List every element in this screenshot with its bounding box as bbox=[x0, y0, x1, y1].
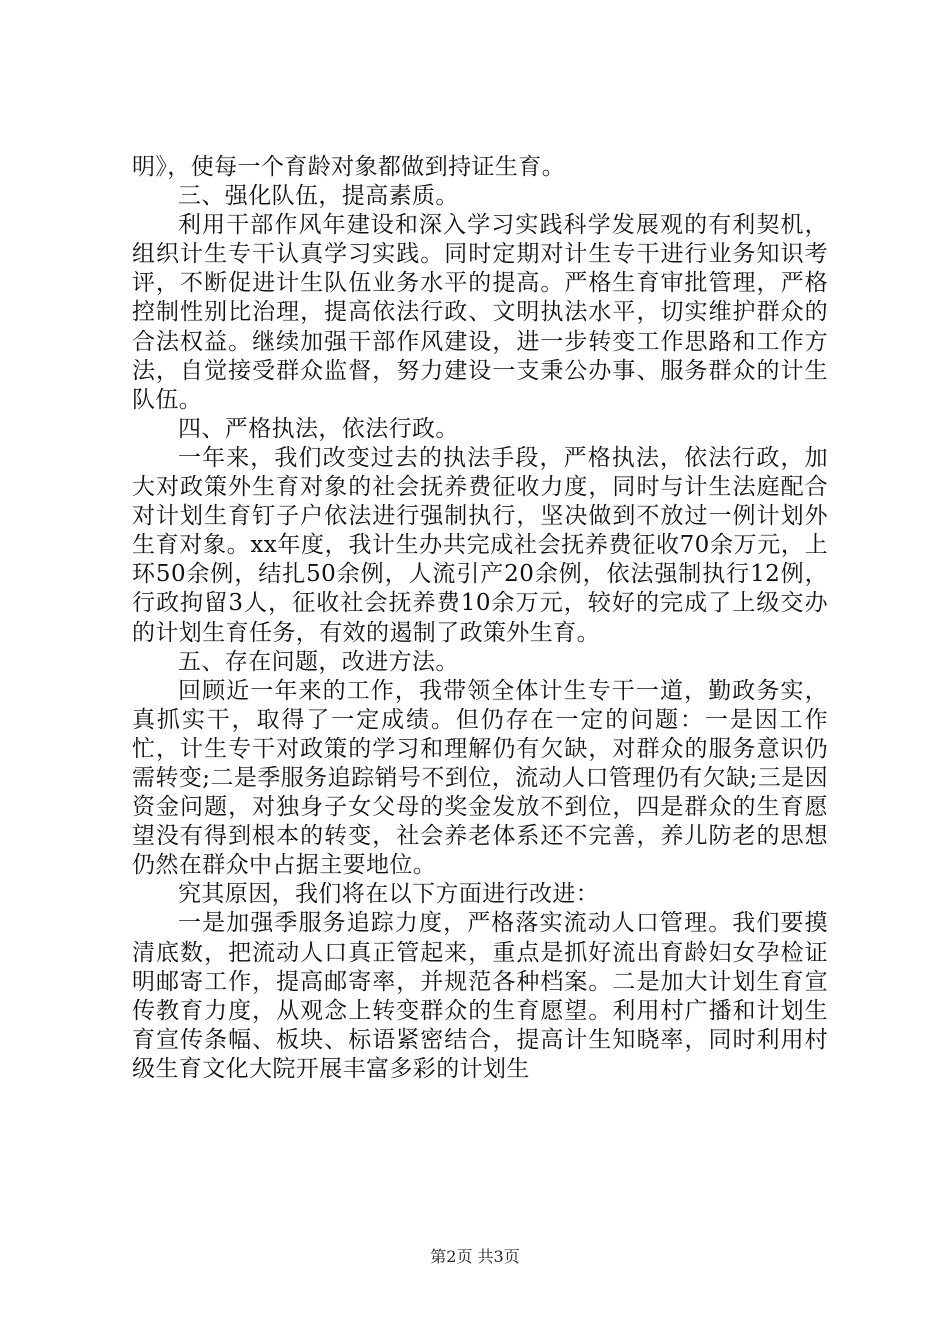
paragraph-improvements: 一是加强季服务追踪力度，严格落实流动人口管理。我们要摸清底数，把流动人口真正管起来，重点是抓好流出育龄妇女孕检证明邮寄工作，提高邮寄率，并规范各种档案。二是加大计划生育宣传教育力度，从观念上转变群众的生育愿望。利用村广播和计划生育宣传条幅、板块、标语紧密结合，提高计生知晓率，同时利用村级生育文化大院开展丰富多彩的计划生 bbox=[132, 910, 828, 1082]
document-body bbox=[132, 153, 828, 1084]
section-heading-3: 三、强化队伍，提高素质。 bbox=[178, 183, 459, 210]
paragraph-law-enforcement: 一年来，我们改变过去的执法手段，严格执法，依法行政，加大对政策外生育对象的社会抚养费征收力度，同时与计生法庭配合对计划生育钉子户依法进行强制执行，坚决做到不放过一例计划外生育对象。xx年度，我计生办共完成社会抚养费征收70余万元，上环50余例，结扎50余例，人流引产20余例，依法强制执行12例，行政拘留3人，征收社会抚养费10余万元，较好的完成了上级交办的计划生育任务，有效的遏制了政策外生育。 bbox=[132, 444, 828, 646]
paragraph-team-building: 利用干部作风年建设和深入学习实践科学发展观的有利契机，组织计生专干认真学习实践。同时定期对计生专干进行业务知识考评，不断促进计生队伍业务水平的提高。严格生育审批管理，严格控制性别比治理，提高依法行政、文明执法水平，切实维护群众的合法权益。继续加强干部作风建设，进一步转变工作思路和工作方法，自觉接受群众监督，努力建设一支秉公办事、服务群众的计生队伍。 bbox=[132, 212, 828, 413]
page-number-footer: 第2页 共3页 bbox=[430, 1247, 520, 1266]
paragraph-continuation: 明》，使每一个育龄对象都做到持证生育。 bbox=[132, 154, 566, 180]
paragraph-problems: 回顾近一年来的工作，我带领全体计生专干一道，勤政务实，真抓实干，取得了一定成绩。但仍存在一定的问题：一是因工作忙，计生专干对政策的学习和理解仍有欠缺，对群众的服务意识仍需转变;二是季服务追踪销号不到位，流动人口管理仍有欠缺;三是因资金问题，对独身子女父母的奖金发放不到位，四是群众的生育愿望没有得到根本的转变，社会养老体系还不完善，养儿防老的思想仍然在群众中占据主要地位。 bbox=[132, 677, 828, 879]
section-heading-5: 五、存在问题，改进方法。 bbox=[178, 648, 459, 675]
paragraph-improvement-intro: 究其原因，我们将在以下方面进行改进： bbox=[178, 881, 600, 908]
section-heading-4: 四、严格执法，依法行政。 bbox=[178, 415, 459, 442]
